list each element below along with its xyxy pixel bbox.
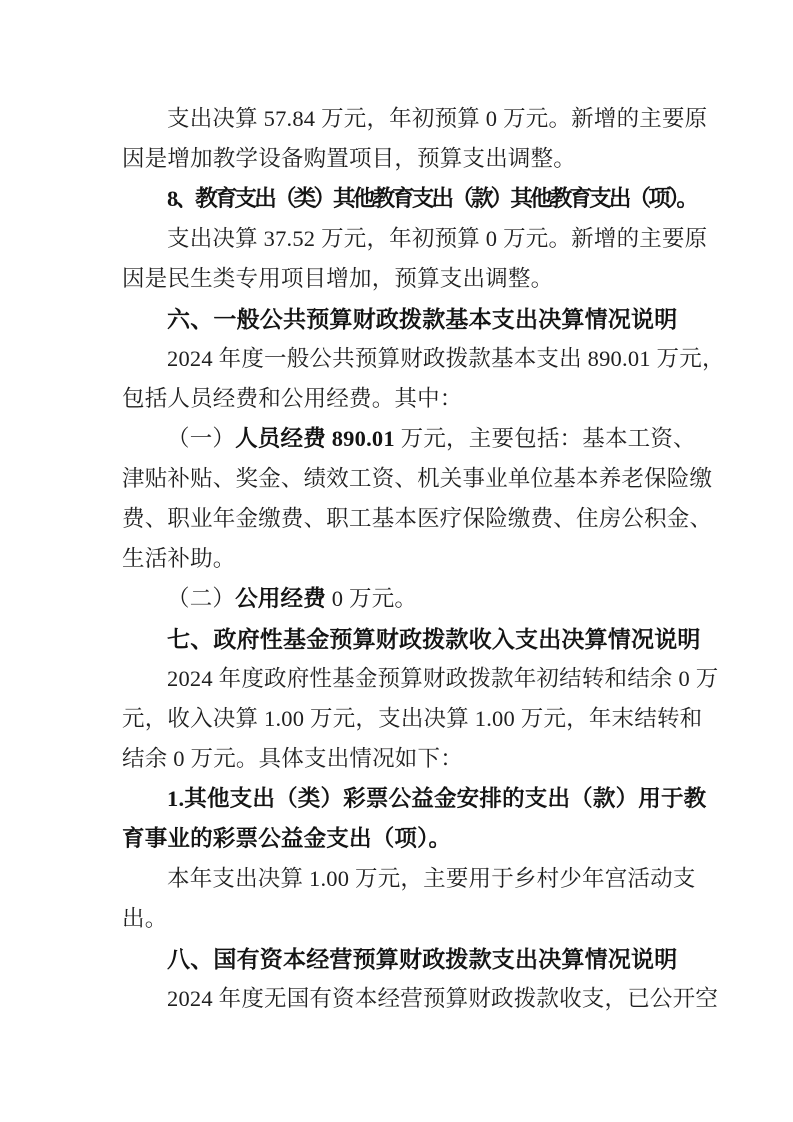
- text-line: [122, 859, 714, 899]
- text-line: [122, 699, 714, 739]
- section-heading: [122, 619, 714, 659]
- paragraph: [122, 99, 714, 179]
- text-line: [122, 139, 714, 179]
- paragraph: [122, 219, 714, 299]
- text-line: [122, 419, 714, 459]
- text-segment: 结余 0 万元。具体支出情况如下：: [122, 746, 463, 771]
- text-line: [122, 179, 714, 219]
- paragraph: [122, 859, 714, 939]
- text-segment: 出。: [122, 906, 168, 931]
- text-segment: 2024 年度政府性基金预算财政拨款年初结转和结余 0 万: [167, 666, 719, 691]
- text-line: [122, 779, 714, 819]
- text-segment: （一）: [167, 426, 236, 451]
- paragraph: [122, 779, 714, 859]
- paragraph: [122, 579, 714, 619]
- text-segment: 生活补助。: [122, 546, 236, 571]
- text-segment: 包括人员经费和公用经费。其中：: [122, 386, 463, 411]
- text-segment: 2024 年度一般公共预算财政拨款基本支出 890.01 万元，: [167, 346, 725, 371]
- text-segment: 津贴补贴、奖金、绩效工资、机关事业单位基本养老保险缴: [122, 466, 713, 491]
- paragraph: [122, 179, 714, 219]
- text-line: [122, 379, 714, 419]
- text-segment: 支出决算 57.84 万元，年初预算 0 万元。新增的主要原: [167, 106, 708, 131]
- text-segment: （二）: [167, 586, 236, 611]
- text-line: [122, 619, 714, 659]
- paragraph: [122, 339, 725, 419]
- text-segment: 2024 年度无国有资本经营预算财政拨款收支，已公开空: [167, 986, 719, 1011]
- bold-text-segment: 1.其他支出（类）彩票公益金安排的支出（款）用于教: [167, 786, 707, 811]
- text-line: [122, 459, 714, 499]
- text-line: [122, 899, 714, 939]
- text-segment: 本年支出决算 1.00 万元，主要用于乡村少年宫活动支: [167, 866, 696, 891]
- text-line: [122, 939, 714, 979]
- bold-text-segment: 育事业的彩票公益金支出（项）。: [122, 826, 452, 851]
- text-line: [122, 259, 714, 299]
- text-segment: 因是民生类专用项目增加，预算支出调整。: [122, 266, 554, 291]
- text-line: [122, 339, 725, 379]
- text-line: [122, 659, 719, 699]
- text-segment: 费、职业年金缴费、职工基本医疗保险缴费、住房公积金、: [122, 506, 713, 531]
- text-line: [122, 99, 714, 139]
- bold-text-segment: 8、教育支出（类）其他教育支出（款）其他教育支出（项）。: [167, 186, 697, 211]
- paragraph: [122, 979, 719, 1019]
- section-heading: [122, 299, 714, 339]
- text-line: [122, 579, 714, 619]
- section-heading: [122, 939, 714, 979]
- text-line: [122, 539, 714, 579]
- text-segment: 元，收入决算 1.00 万元，支出决算 1.00 万元，年末结转和: [122, 706, 703, 731]
- bold-text-segment: 人员经费 890.01: [235, 426, 401, 451]
- text-line: [122, 219, 714, 259]
- text-line: [122, 499, 714, 539]
- paragraph: [122, 419, 714, 579]
- text-segment: 万元，主要包括：基本工资、: [400, 426, 696, 451]
- bold-text-segment: 六、一般公共预算财政拨款基本支出决算情况说明: [167, 306, 678, 332]
- text-line: [122, 739, 714, 779]
- bold-text-segment: 七、政府性基金预算财政拨款收入支出决算情况说明: [167, 626, 701, 652]
- text-segment: 支出决算 37.52 万元，年初预算 0 万元。新增的主要原: [167, 226, 708, 251]
- text-segment: 因是增加教学设备购置项目，预算支出调整。: [122, 146, 577, 171]
- bold-text-segment: 公用经费: [235, 586, 326, 611]
- paragraph: [122, 659, 719, 779]
- bold-text-segment: 八、国有资本经营预算财政拨款支出决算情况说明: [167, 946, 678, 972]
- text-line: [122, 819, 714, 859]
- text-line: [122, 979, 719, 1019]
- text-segment: 0 万元。: [325, 586, 418, 611]
- text-line: [122, 299, 714, 339]
- document-body: [122, 99, 725, 1019]
